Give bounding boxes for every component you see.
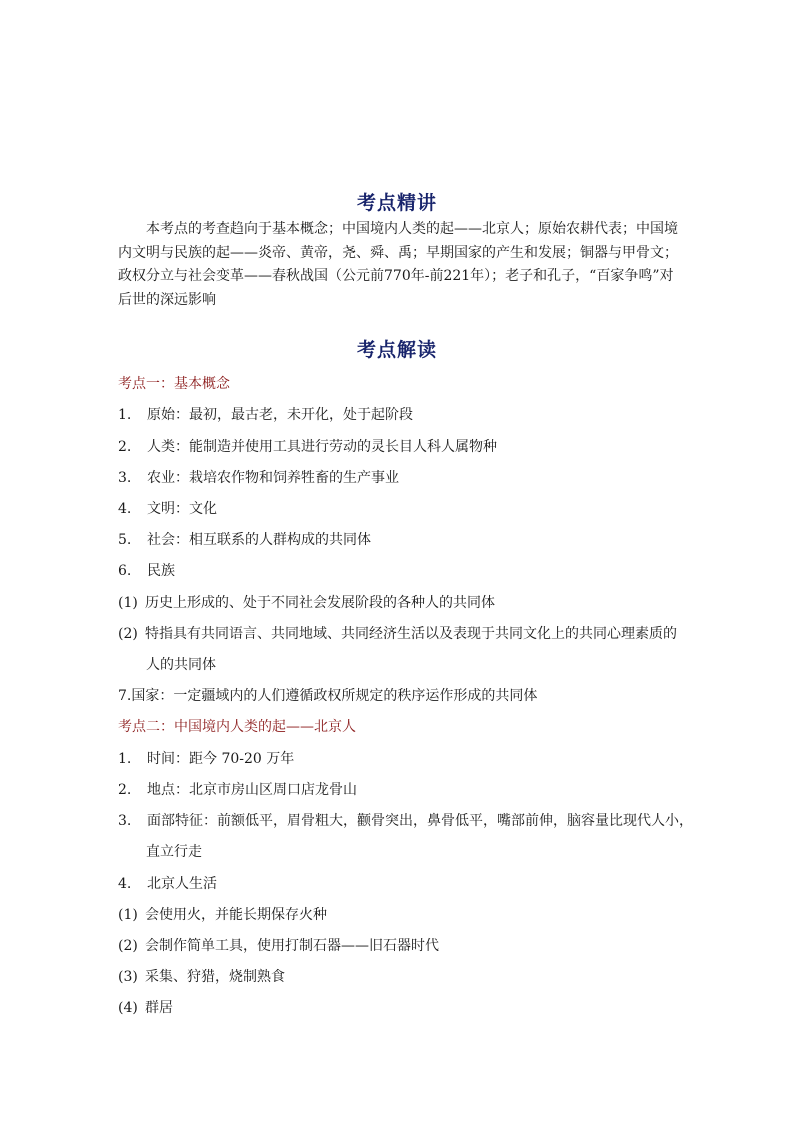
list-item <box>118 404 413 424</box>
sub-list-text: 会使用火，并能长期保存火种 <box>145 907 327 923</box>
list-text: 面部特征：前额低平，眉骨粗大，颧骨突出，鼻骨低平，嘴部前伸，脑容量比现代人小， <box>147 813 693 829</box>
list-item <box>118 498 217 518</box>
point1-heading: 考点一：基本概念 <box>118 376 230 392</box>
sub-list-item <box>118 592 495 612</box>
sub-list-number: (3) <box>118 969 138 985</box>
sub-list-number: (1) <box>118 595 138 611</box>
list-text: 民族 <box>147 563 175 579</box>
list-number: 1. <box>118 407 132 423</box>
intro-paragraph: 本考点的考查趋向于基本概念；中国境内人类的起——北京人；原始农耕代表；中国境内文明与民族的起——炎帝、黄帝，尧、舜、禹；早期国家的产生和发展；铜器与甲骨文；政权分立与社会变革——春秋战国（公元前770年-前221年）；老子和孔子，“百家争鸣”对后世的深远影响 <box>118 221 678 308</box>
sub-list-continuation: 人的共同体 <box>146 657 216 673</box>
sub-list-number: (1) <box>118 907 138 923</box>
point2-heading: 考点二：中国境内人类的起——北京人 <box>118 719 356 735</box>
sub-list-item <box>118 904 327 924</box>
list-number: 3. <box>118 470 132 486</box>
list-text: 农业：栽培农作物和饲养牲畜的生产事业 <box>147 470 399 486</box>
section-title-jiedu: 考点解读 <box>356 339 437 361</box>
list-text: 原始：最初，最古老，未开化，处于起阶段 <box>147 407 413 423</box>
sub-list-text: 历史上形成的、处于不同社会发展阶段的各种人的共同体 <box>145 595 495 611</box>
list-item <box>118 779 357 799</box>
sub-list-item <box>118 997 173 1017</box>
list-number: 4. <box>118 501 132 517</box>
sub-list-number: (4) <box>118 1000 138 1016</box>
list-text: 人类：能制造并使用工具进行劳动的灵长目人科人属物种 <box>147 439 497 455</box>
sub-list-text: 会制作简单工具，使用打制石器——旧石器时代 <box>145 938 439 954</box>
sub-list-text: 特指具有共同语言、共同地域、共同经济生活以及表现于共同文化上的共同心理素质的 <box>145 626 677 642</box>
sub-list-item <box>118 935 439 955</box>
list-item <box>118 529 371 549</box>
sub-list-number: (2) <box>118 938 138 954</box>
list-text: 社会：相互联系的人群构成的共同体 <box>147 532 371 548</box>
list-text: 时间：距今 70-20 万年 <box>147 751 295 767</box>
list-text: 文明：文化 <box>147 501 217 517</box>
list-number: 6. <box>118 563 132 579</box>
list-number: 1. <box>118 751 132 767</box>
list-item <box>118 748 294 768</box>
list-item <box>118 560 175 580</box>
sub-list-text: 采集、狩猎，烧制熟食 <box>145 969 285 985</box>
list-number: 4. <box>118 876 132 892</box>
sub-list-item <box>118 623 677 643</box>
list-number: 2. <box>118 439 132 455</box>
sub-list-text: 群居 <box>145 1000 173 1016</box>
list-text: 地点：北京市房山区周口店龙骨山 <box>147 782 357 798</box>
sub-list-item <box>118 966 285 986</box>
section-title-jingjiang: 考点精讲 <box>356 192 437 214</box>
list-item-7: 7.国家：一定疆域内的人们遵循政权所规定的秩序运作形成的共同体 <box>118 688 538 704</box>
list-number: 2. <box>118 782 132 798</box>
list-item <box>118 436 497 456</box>
list-number: 3. <box>118 813 132 829</box>
list-item <box>118 810 693 830</box>
list-text: 北京人生活 <box>147 876 217 892</box>
list-item <box>118 467 399 487</box>
list-number: 5. <box>118 532 132 548</box>
list-continuation: 直立行走 <box>146 844 202 860</box>
list-item <box>118 873 217 893</box>
sub-list-number: (2) <box>118 626 138 642</box>
